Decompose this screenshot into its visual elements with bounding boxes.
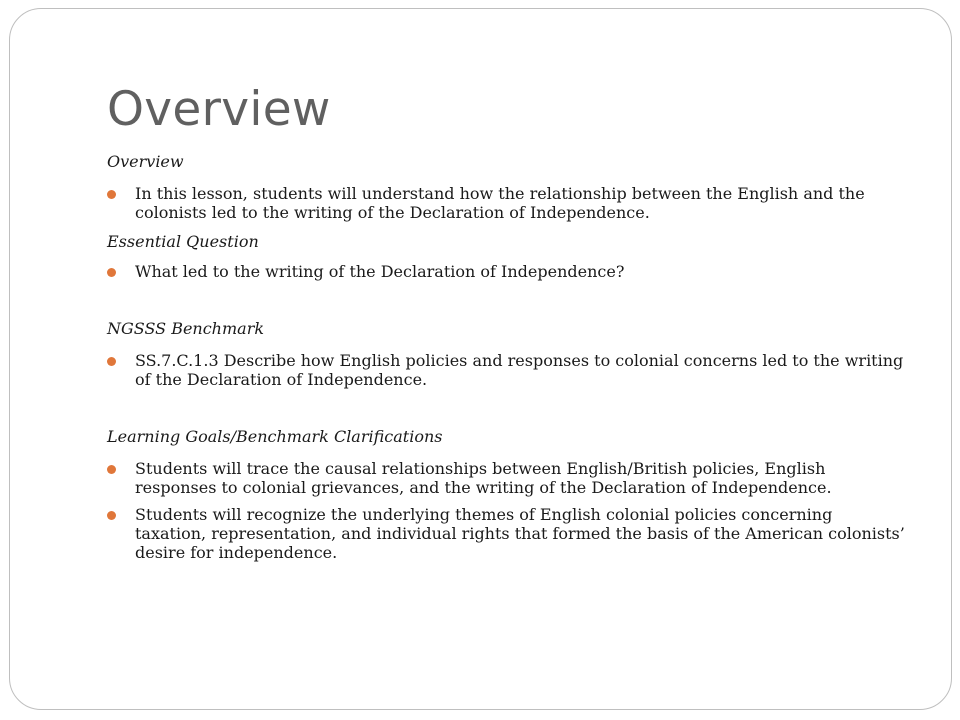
ngsss-benchmark-bullet-list: [107, 351, 907, 389]
slide-title: Overview: [107, 82, 331, 137]
bullet-text: SS.7.C.1.3 Describe how English policies and responses to colonial concerns led to the writing of the Declaration of Independence.: [135, 351, 904, 389]
bullet-icon: [107, 190, 116, 199]
list-item: [107, 505, 907, 562]
bullet-icon: [107, 357, 116, 366]
list-item: [107, 262, 907, 281]
bullet-icon: [107, 268, 116, 277]
bullet-icon: [107, 465, 116, 474]
section-heading-learning-goals: Learning Goals/Benchmark Clarifications: [107, 427, 443, 446]
section-heading-ngsss-benchmark: NGSSS Benchmark: [107, 319, 265, 338]
bullet-text: In this lesson, students will understand how the relationship between the English and the colonists led to the writing of the Declaration of Independence.: [135, 184, 865, 222]
bullet-text: Students will trace the causal relationships between English/British policies, English responses to colonial grievances, and the writing of the Declaration of Independence.: [135, 459, 832, 497]
section-heading-overview: Overview: [107, 152, 184, 171]
list-item: [107, 459, 907, 497]
section-heading-essential-question: Essential Question: [107, 232, 259, 251]
essential-question-bullet-list: [107, 262, 907, 281]
learning-goals-bullet-list: [107, 459, 907, 562]
list-item: [107, 184, 907, 222]
bullet-text: Students will recognize the underlying themes of English colonial policies concerning taxation, representation, and individual rights that formed the basis of the American colonists’ desire for independence.: [135, 505, 905, 562]
slide-content: [107, 152, 907, 562]
overview-bullet-list: [107, 184, 907, 222]
list-item: [107, 351, 907, 389]
bullet-icon: [107, 511, 116, 520]
bullet-text: What led to the writing of the Declaration of Independence?: [135, 262, 625, 281]
